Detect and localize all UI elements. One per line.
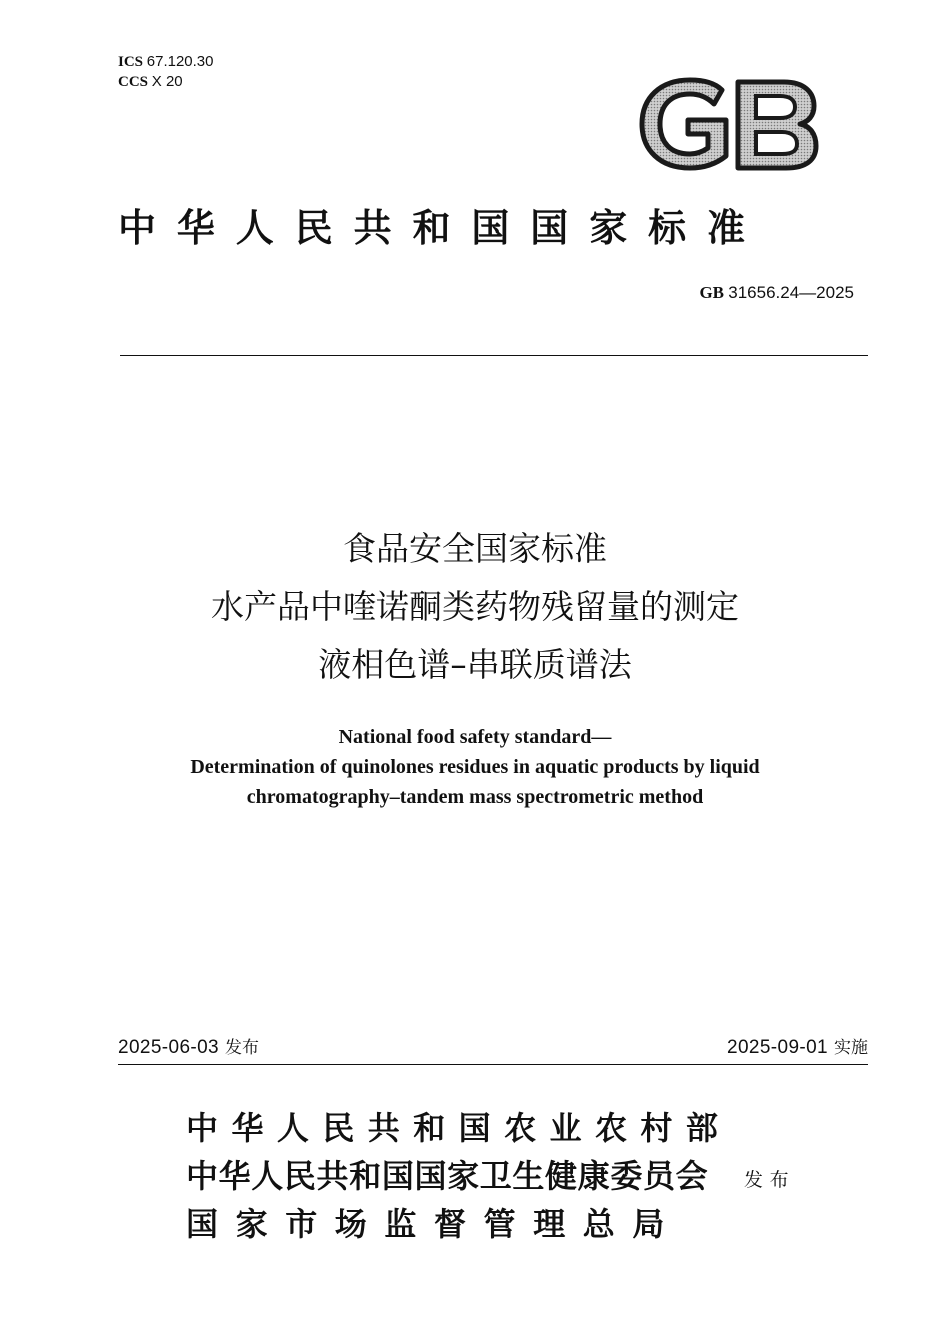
chinese-title: [60, 520, 890, 694]
ccs-code-line: [118, 72, 214, 92]
issuing-authorities: [186, 1104, 731, 1248]
ics-value: 67.120.30: [146, 53, 214, 70]
national-standard-title: 中华人民共和国国家标准: [118, 206, 766, 250]
gb-logo: [638, 76, 820, 172]
english-title-line-1: National food safety standard—: [338, 726, 612, 748]
publish-label: 发布: [744, 1169, 796, 1191]
standard-prefix: GB: [699, 283, 725, 302]
chinese-title-line-1: 食品安全国家标准: [343, 529, 607, 568]
english-title-line-2: Determination of quinolones residues in aquatic products by liquid: [190, 756, 760, 778]
chinese-title-line-3: 液相色谱–串联质谱法: [318, 645, 632, 684]
issuer-market-regulation: 国家市场监督管理总局: [186, 1205, 683, 1243]
classification-codes: [118, 52, 214, 92]
implement-date-block: [727, 1034, 868, 1062]
ccs-value: X 20: [151, 73, 183, 90]
gb-logo-icon: [638, 76, 820, 172]
ics-code-line: [118, 52, 214, 72]
english-title: [100, 722, 850, 812]
standard-code: 31656.24—2025: [728, 283, 854, 302]
english-title-line-3: chromatography–tandem mass spectrometric method: [246, 786, 704, 808]
top-divider: [120, 355, 868, 356]
date-row: [118, 1034, 868, 1062]
implement-date: 2025-09-01: [727, 1037, 828, 1058]
issuer-health-commission: 中华人民共和国国家卫生健康委员会: [186, 1157, 709, 1195]
bottom-divider: [118, 1064, 868, 1065]
issue-date: 2025-06-03: [118, 1037, 219, 1058]
implement-label: 实施: [834, 1038, 868, 1058]
issue-label: 发布: [225, 1038, 259, 1058]
issuer-ministry-agriculture: 中华人民共和国农业农村部: [186, 1109, 732, 1147]
standard-number: [699, 282, 854, 304]
ics-label: ICS: [118, 54, 144, 70]
chinese-title-line-2: 水产品中喹诺酮类药物残留量的测定: [211, 587, 739, 626]
ccs-label: CCS: [118, 74, 149, 90]
issue-date-block: [118, 1034, 259, 1062]
